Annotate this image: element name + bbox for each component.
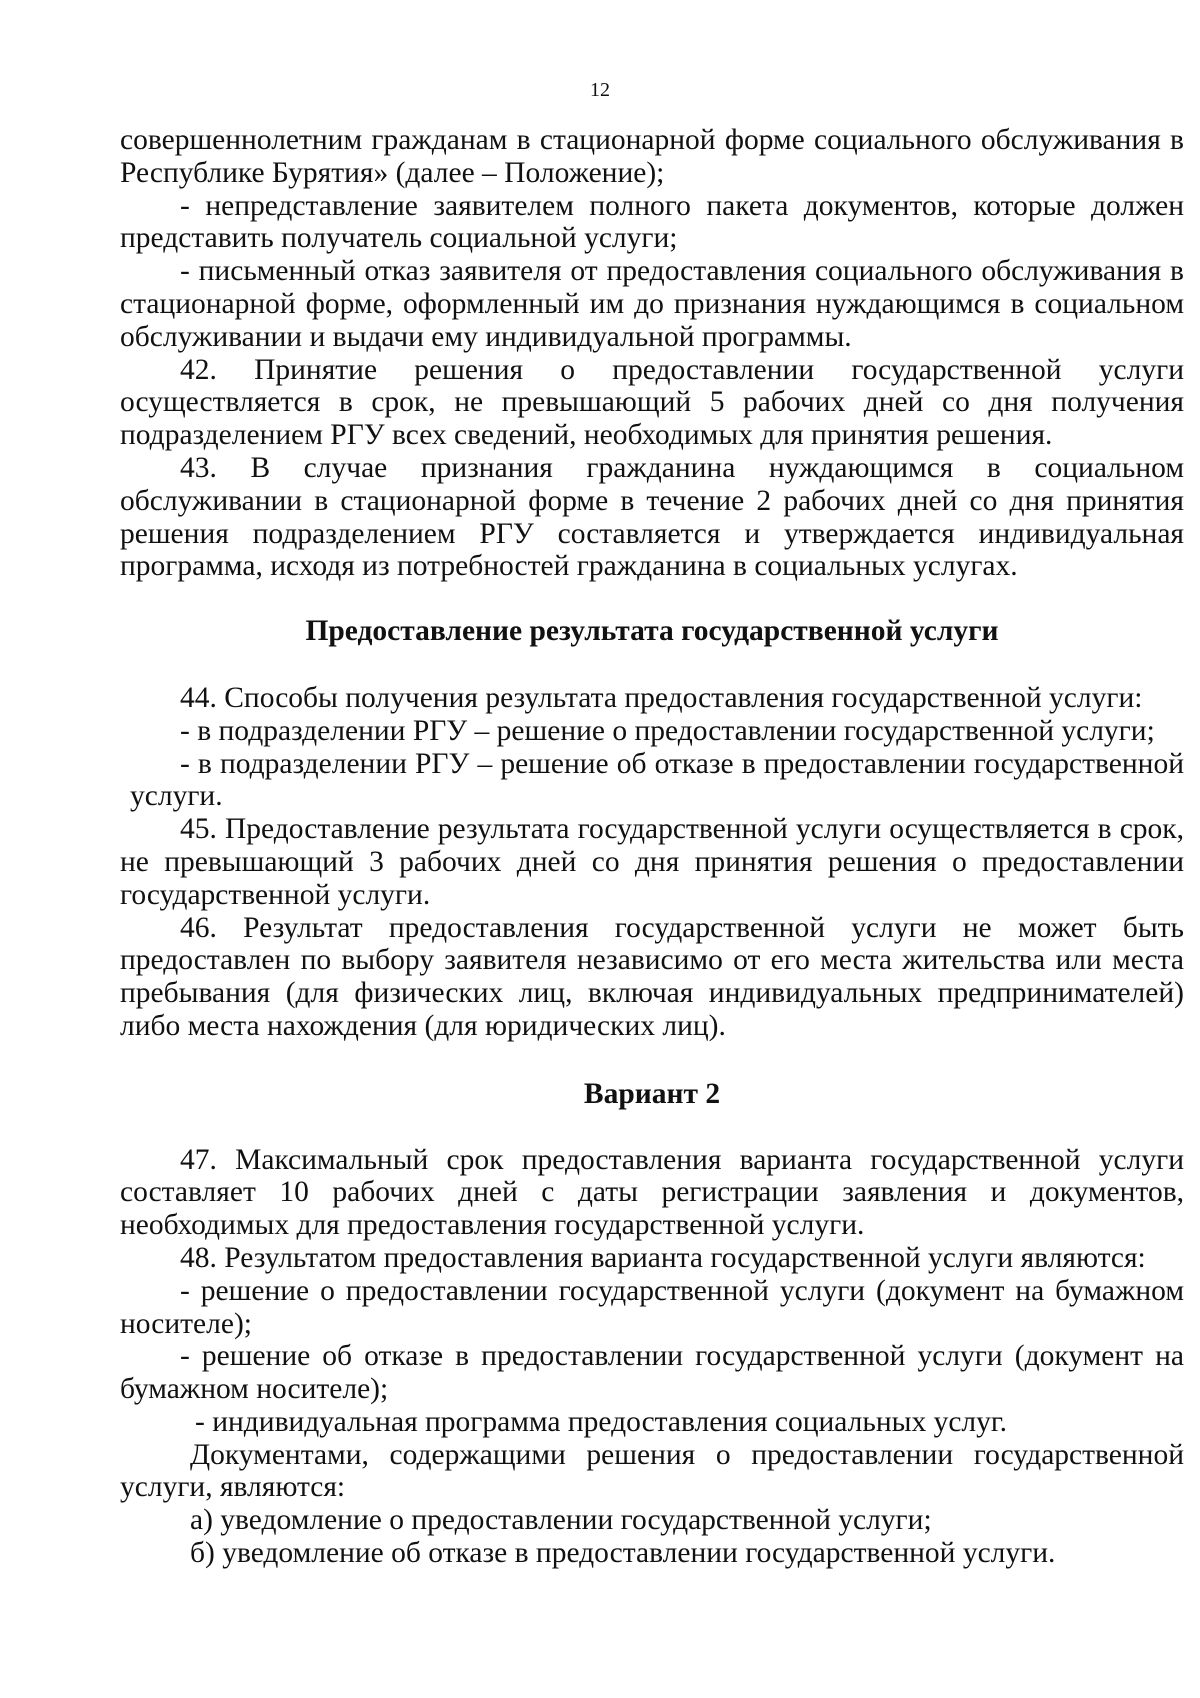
list-item-incomplete-documents: - непредставление заявителем полного пакета документов, которые должен представить получатель социальной услуги; <box>120 189 1184 255</box>
list-item-decision-refusal: - в подразделении РГУ – решение об отказе в предоставлении государственной услуги. <box>130 747 1184 813</box>
paragraph-documents: Документами, содержащими решения о предоставлении государственной услуги, являются: <box>120 1438 1184 1504</box>
list-item-notification-refusal: б) уведомление об отказе в предоставлении государственной услуги. <box>190 1537 1056 1570</box>
list-item-written-refusal: - письменный отказ заявителя от предоставления социального обслуживания в стационарной форме, оформленный им до признания нуждающимся в социальном обслуживании и выдачи ему индивидуальной программы. <box>120 255 1184 353</box>
list-item-notification-grant: а) уведомление о предоставлении государственной услуги; <box>190 1504 932 1537</box>
paragraph-continuation: совершеннолетним гражданам в стационарной форме социального обслуживания в Республике Бурятия» (далее – Положение); <box>120 124 1184 189</box>
spacer <box>120 1043 1184 1078</box>
list-item-decision-grant: - в подразделении РГУ – решение о предоставлении государственной услуги; <box>180 714 1155 747</box>
spacer <box>120 583 1184 615</box>
paragraph-45: 45. Предоставление результата государственной услуги осуществляется в срок, не превышающий 3 рабочих дней со дня принятия решения о предоставлении государственной услуги. <box>120 813 1184 911</box>
document-body <box>120 124 1184 1570</box>
section-heading-result: Предоставление результата государственной услуги <box>305 615 999 648</box>
paragraph-42: 42. Принятие решения о предоставлении государственной услуги осуществляется в срок, не превышающий 5 рабочих дней со дня получения подразделением РГУ всех сведений, необходимых для принятия решения. <box>120 353 1184 452</box>
list-item-result-grant: - решение о предоставлении государственной услуги (документ на бумажном носителе); <box>120 1274 1184 1340</box>
paragraph-43: 43. В случае признания гражданина нуждающимся в социальном обслуживании в стационарной форме в течение 2 рабочих дней со дня принятия решения подразделением РГУ составляется и утверждается индивидуальная программа, исходя из потребностей гражданина в социальных услугах. <box>120 451 1184 583</box>
list-item-individual-program: - индивидуальная программа предоставления социальных услуг. <box>195 1405 1008 1438</box>
paragraph-46: 46. Результат предоставления государственной услуги не может быть предоставлен по выбору заявителя независимо от его места жительства или места пребывания (для физических лиц, включая индивидуальных предпринимателей) либо места нахождения (для юридических лиц). <box>120 911 1184 1042</box>
paragraph-48: 48. Результатом предоставления варианта государственной услуги являются: <box>180 1241 1146 1274</box>
spacer <box>120 648 1184 682</box>
spacer <box>120 1111 1184 1144</box>
paragraph-47: 47. Максимальный срок предоставления варианта государственной услуги составляет 10 рабочих дней с даты регистрации заявления и документов, необходимых для предоставления государственной услуги. <box>120 1143 1184 1242</box>
paragraph-44: 44. Способы получения результата предоставления государственной услуги: <box>180 681 1143 714</box>
page-number: 12 <box>590 79 610 101</box>
list-item-result-refusal: - решение об отказе в предоставлении государственной услуги (документ на бумажном носителе); <box>120 1340 1184 1406</box>
section-heading-variant-2: Вариант 2 <box>583 1077 721 1110</box>
